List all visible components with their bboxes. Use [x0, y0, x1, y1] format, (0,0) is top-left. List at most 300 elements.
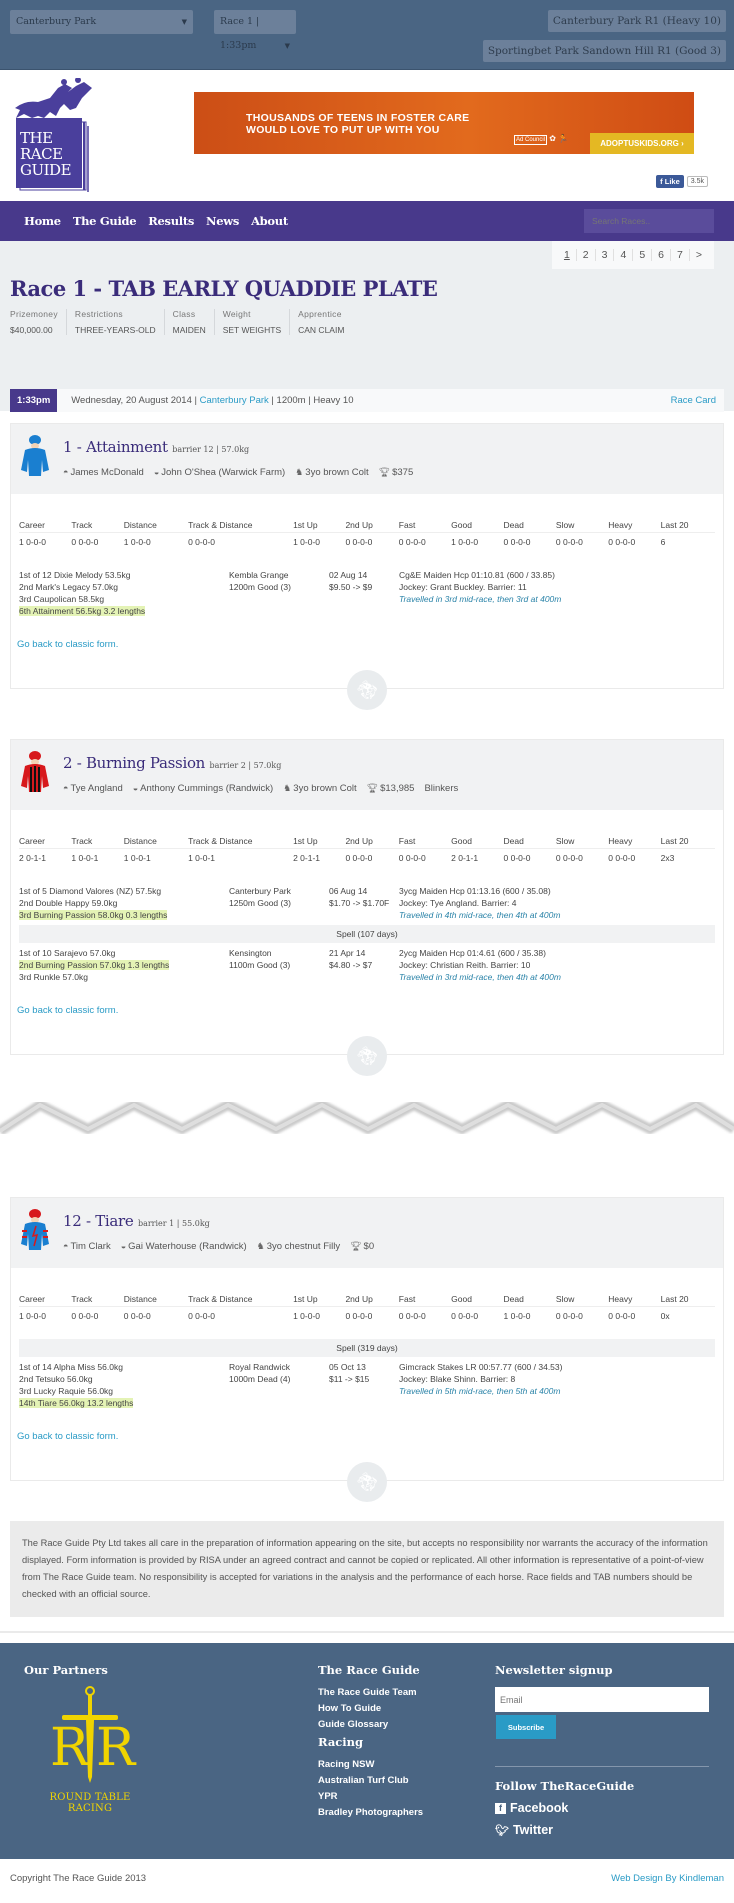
- facebook-like-button[interactable]: [656, 175, 684, 188]
- stat-header: Heavy: [608, 834, 660, 849]
- racing-title: Racing: [318, 1735, 364, 1749]
- race-detail: 3ycg Maiden Hcp 01:13.16 (600 / 35.08): [399, 886, 551, 896]
- horse-head-icon: ♞: [256, 1241, 265, 1251]
- subscribe-button[interactable]: Subscribe: [496, 1715, 556, 1739]
- placing-highlight: 14th Tiare 56.0kg 13.2 lengths: [19, 1398, 134, 1408]
- horse-name: [63, 438, 249, 456]
- race-distance: 1200m: [276, 395, 306, 406]
- spacer: [0, 411, 734, 423]
- spell-divider: Spell (319 days): [19, 1339, 715, 1357]
- stat-value: 1 0-0-0: [19, 537, 46, 547]
- meta-value: SET WEIGHTS: [222, 325, 282, 335]
- conditions: 1200m Good (3): [229, 582, 291, 592]
- horse-desc: 3yo brown Colt: [293, 783, 357, 794]
- horse-title: 12 - Tiare: [63, 1212, 134, 1230]
- stat-header: Fast: [399, 518, 451, 533]
- stat-value: 0 0-0-0: [188, 1311, 216, 1321]
- odds: $11 -> $15: [329, 1374, 370, 1384]
- footer-link-ypr[interactable]: YPR: [318, 1791, 338, 1802]
- prize: [367, 783, 415, 794]
- stat-value: 0 0-0-0: [555, 1311, 583, 1321]
- stat-value: 0 0-0-0: [451, 1311, 479, 1321]
- stat-value: 1 0-0-1: [71, 853, 99, 863]
- horse-barrier-weight: barrier 12 | 57.0kg: [172, 445, 250, 454]
- trophy-icon: 🏆︎: [350, 1241, 362, 1251]
- page-2[interactable]: 2: [577, 249, 596, 261]
- trainer-name: John O'Shea (Warwick Farm): [161, 467, 286, 478]
- stat-value: 1 0-0-0: [503, 1311, 531, 1321]
- stat-value: 0 0-0-0: [188, 537, 216, 547]
- race-date: Wednesday, 20 August 2014: [71, 395, 192, 406]
- race-select-value: Race 1 | 1:33pm: [220, 16, 260, 51]
- meta-weight: [214, 309, 289, 335]
- stats-row: [19, 1307, 715, 1324]
- stat-value: 1 0-0-0: [293, 537, 321, 547]
- stat-header: Last 20: [661, 1292, 715, 1307]
- venue: Kembla Grange: [229, 570, 289, 580]
- stat-value: 2 0-1-1: [19, 853, 46, 863]
- classic-form-link[interactable]: Go back to classic form.: [17, 1005, 119, 1016]
- logo-line-2: RACE: [20, 145, 63, 163]
- guide-title: The Race Guide: [318, 1663, 420, 1677]
- stat-header: Track & Distance: [188, 1292, 293, 1307]
- prize-value: $0: [363, 1241, 375, 1252]
- meta-label: Weight: [222, 309, 251, 319]
- ad-sponsor: Ad Council: [516, 137, 546, 143]
- svg-text:R: R: [50, 1718, 90, 1778]
- placing: 1st of 10 Sarajevo 57.0kg: [19, 948, 116, 958]
- stat-value: 0 0-0-0: [123, 1311, 151, 1321]
- stat-value: 1 0-0-1: [188, 853, 216, 863]
- horse-rider-badge-icon: 🏇︎: [347, 670, 387, 710]
- meta-label: Class: [172, 309, 196, 319]
- form-run: [19, 881, 715, 925]
- page-4[interactable]: 4: [614, 249, 633, 261]
- horse-desc: 3yo brown Colt: [305, 467, 369, 478]
- stat-value: 0 0-0-0: [608, 537, 636, 547]
- run-venue: [229, 947, 329, 983]
- run-jockey: Jockey: Tye Angland. Barrier: 4: [399, 898, 517, 908]
- stat-header: 2nd Up: [345, 834, 398, 849]
- conditions: 1100m Good (3): [229, 960, 291, 970]
- site-footer: [0, 1643, 734, 1859]
- run-note: Travelled in 4th mid-race, then 4th at 400m: [399, 910, 561, 920]
- horse-name: [63, 754, 281, 772]
- stat-value: 2 0-1-1: [293, 853, 321, 863]
- run-jockey: Jockey: Christian Reith. Barrier: 10: [399, 960, 531, 970]
- date: 21 Apr 14: [329, 948, 366, 958]
- run-date: [329, 1361, 399, 1409]
- trainer: [133, 783, 273, 794]
- date: 06 Aug 14: [329, 886, 368, 896]
- footer-link-glossary[interactable]: Guide Glossary: [318, 1719, 389, 1730]
- run-note: Travelled in 5th mid-race, then 5th at 400m: [399, 1386, 561, 1396]
- horse-barrier-weight: barrier 1 | 55.0kg: [137, 1219, 210, 1228]
- main-nav: [0, 201, 734, 241]
- stat-header: Career: [19, 1292, 71, 1307]
- logo-line-1: THE: [20, 129, 53, 147]
- gear-blinkers: Blinkers: [424, 783, 459, 794]
- chevron-down-icon: ▼: [181, 18, 187, 26]
- meta-label: Restrictions: [74, 309, 123, 319]
- trophy-icon: 🏆︎: [378, 467, 391, 477]
- footer-link-atc[interactable]: Australian Turf Club: [318, 1775, 409, 1786]
- conditions: 1250m Good (3): [229, 898, 291, 908]
- horse-stats: [19, 518, 715, 549]
- stat-header: 1st Up: [293, 518, 345, 533]
- stat-value: 0 0-0-0: [398, 1311, 426, 1321]
- stat-value: 0 0-0-0: [71, 537, 99, 547]
- page-7[interactable]: 7: [671, 249, 690, 261]
- trainer-cap-icon: ◒: [153, 467, 160, 477]
- logo-line-3: GUIDE: [20, 161, 72, 179]
- run-details: [399, 885, 715, 921]
- jockey-name: Tim Clark: [70, 1241, 111, 1252]
- stat-header: Career: [19, 834, 71, 849]
- meta-prizemoney: [10, 309, 66, 335]
- facebook-icon: f: [660, 177, 665, 186]
- placing: 2nd Double Happy 59.0kg: [19, 898, 118, 908]
- stat-value: 0 0-0-0: [71, 1311, 99, 1321]
- prize-value: $13,985: [380, 783, 415, 794]
- horse-head-icon: ♞: [295, 467, 304, 477]
- horse-description: [283, 783, 356, 794]
- footer-link-how-to[interactable]: How To Guide: [318, 1703, 382, 1714]
- horse-stats: [19, 1292, 715, 1323]
- meta-value: CAN CLAIM: [298, 325, 345, 335]
- stat-header: Last 20: [661, 834, 715, 849]
- stat-header: Track: [71, 518, 123, 533]
- horse-head-icon: ♞: [283, 783, 292, 793]
- stat-value: 0 0-0-0: [345, 537, 373, 547]
- email-input[interactable]: [495, 1687, 709, 1712]
- page-6[interactable]: 6: [652, 249, 671, 261]
- run-placings: [19, 569, 229, 617]
- ad-cta[interactable]: ADOPTUSKIDS.ORG ›: [590, 133, 694, 154]
- run-date: [329, 569, 399, 617]
- stat-header: Slow: [556, 834, 608, 849]
- run-venue: [229, 1361, 329, 1409]
- stat-header: Dead: [504, 834, 556, 849]
- stat-header: Good: [451, 518, 503, 533]
- race-title: Race 1 - TAB EARLY QUADDIE PLATE: [10, 276, 438, 301]
- placing-highlight: 3rd Burning Passion 58.0kg 0.3 lengths: [19, 910, 168, 920]
- stat-header: 1st Up: [293, 1292, 345, 1307]
- stat-header: Career: [19, 518, 71, 533]
- trainer-cap-icon: ◒: [132, 783, 139, 793]
- ad-line-2: WOULD LOVE TO PUT UP WITH YOU: [246, 124, 440, 136]
- meta-apprentice: [289, 309, 352, 335]
- stat-header: 2nd Up: [345, 518, 398, 533]
- stat-header: Good: [451, 834, 503, 849]
- race-venue-link[interactable]: Canterbury Park: [199, 395, 269, 406]
- run-venue: [229, 885, 329, 921]
- classic-form-link[interactable]: Go back to classic form.: [17, 1431, 119, 1442]
- horse-title: 1 - Attainment: [63, 438, 168, 456]
- placing: 2nd Mark's Legacy 57.0kg: [19, 582, 118, 592]
- horse-header: [11, 740, 723, 810]
- copyright-bar: [0, 1859, 734, 1903]
- meta-label: Prizemoney: [10, 309, 58, 319]
- placing: 1st of 14 Alpha Miss 56.0kg: [19, 1362, 123, 1372]
- jockey-silks-icon: [19, 750, 51, 794]
- stat-header: Slow: [556, 518, 608, 533]
- jockey-helmet-icon: ◓: [63, 1241, 69, 1251]
- stat-value: 1 0-0-1: [123, 853, 151, 863]
- placing-highlight: 6th Attainment 56.5kg 3.2 lengths: [19, 606, 146, 616]
- horse-info: [63, 1241, 374, 1252]
- zigzag-divider: [0, 1093, 734, 1153]
- stat-header: Heavy: [608, 518, 660, 533]
- footer-separator: [0, 1631, 734, 1643]
- odds: $4.80 -> $7: [329, 960, 373, 970]
- meta-label: Apprentice: [298, 309, 342, 319]
- stat-header: 2nd Up: [345, 1292, 398, 1307]
- race-detail: Gimcrack Stakes LR 00:57.77 (600 / 34.53): [399, 1362, 563, 1372]
- prize: [350, 1241, 374, 1252]
- stats-header-row: [19, 518, 715, 533]
- meta-value: $40,000.00: [10, 325, 53, 335]
- date: 02 Aug 14: [329, 570, 368, 580]
- jockey-helmet-icon: ◓: [63, 467, 69, 477]
- ad-banner[interactable]: [194, 92, 694, 154]
- page-next[interactable]: >: [695, 249, 702, 261]
- run-venue: [229, 569, 329, 617]
- partners-title: Our Partners: [24, 1663, 108, 1677]
- web-design-credit-link[interactable]: Web Design By Kindleman: [611, 1873, 724, 1884]
- page-3[interactable]: 3: [596, 249, 615, 261]
- horse-info: [63, 783, 458, 794]
- venue-select[interactable]: [10, 10, 193, 34]
- stat-header: Fast: [399, 834, 451, 849]
- prize-value: $375: [392, 467, 414, 478]
- stat-value: 2 0-1-1: [451, 853, 479, 863]
- stat-value: 0 0-0-0: [398, 537, 426, 547]
- horse-rider-badge-icon: 🏇︎: [347, 1462, 387, 1502]
- placing: 1st of 12 Dixie Melody 53.5kg: [19, 570, 131, 580]
- race-header: [0, 241, 734, 406]
- odds: $1.70 -> $1.70F: [329, 898, 390, 908]
- footer-link-racing-nsw[interactable]: Racing NSW: [318, 1759, 375, 1770]
- jockey-name: James McDonald: [70, 467, 144, 478]
- form-runs: [19, 565, 715, 621]
- stat-header: Slow: [556, 1292, 608, 1307]
- facebook-icon: f: [495, 1803, 506, 1814]
- jockey-name: Tye Angland: [70, 783, 123, 794]
- stat-header: Last 20: [661, 518, 715, 533]
- form-run: [19, 1357, 715, 1413]
- disclaimer: The Race Guide Pty Ltd takes all care in the preparation of information appearing on the site, but accepts no responsibility nor warrants the accuracy of the information displayed. Form information is provided by RISA under an agreed contract and cannot be copied or replicated. All other information is representative of a point-of-view from The Race Guide team. No responsibility is accepted for variations in the analysis and the performance of each horse. Race fields and TAB numbers should be checked with an official source.: [10, 1521, 724, 1617]
- run-placings: [19, 885, 229, 921]
- stat-value: 0 0-0-0: [608, 853, 636, 863]
- site-logo[interactable]: [10, 78, 100, 196]
- copyright-text: Copyright The Race Guide 2013: [10, 1873, 147, 1884]
- search-input[interactable]: [584, 209, 714, 233]
- run-details: [399, 947, 715, 983]
- ad-line-1: THOUSANDS OF TEENS IN FOSTER CARE: [246, 112, 470, 124]
- horse-info: [63, 467, 413, 478]
- run-jockey: Jockey: Blake Shinn. Barrier: 8: [399, 1374, 516, 1384]
- placing: 3rd Caupolican 58.5kg: [19, 594, 105, 604]
- trainer: [154, 467, 285, 478]
- stat-header: Heavy: [608, 1292, 660, 1307]
- nav-the-guide[interactable]: The Guide: [72, 214, 137, 228]
- nav-items: [24, 201, 288, 241]
- nav-home[interactable]: Home: [24, 214, 61, 228]
- race-select[interactable]: [214, 10, 296, 51]
- race-meta: [10, 309, 352, 335]
- horse-panel-tiare: [10, 1197, 724, 1492]
- placing: 2nd Tetsuko 56.0kg: [19, 1374, 93, 1384]
- facebook-link[interactable]: [495, 1801, 568, 1815]
- venue: Canterbury Park: [229, 886, 291, 896]
- stat-header: Good: [451, 1292, 503, 1307]
- horse-stats: [19, 834, 715, 865]
- runner-icon: 🏃: [558, 134, 569, 143]
- classic-form-link[interactable]: Go back to classic form.: [17, 639, 119, 650]
- site-header: [0, 70, 734, 201]
- stat-header: Fast: [399, 1292, 451, 1307]
- stat-header: Dead: [504, 518, 556, 533]
- nav-about[interactable]: About: [251, 214, 288, 228]
- stat-header: Track: [71, 834, 123, 849]
- stat-value: 0x: [660, 1311, 670, 1321]
- stat-value: 2x3: [660, 853, 675, 863]
- stats-table: [19, 518, 715, 549]
- stat-header: Dead: [504, 1292, 556, 1307]
- stat-value: 1 0-0-0: [293, 1311, 321, 1321]
- run-placings: [19, 947, 229, 983]
- stat-value: 1 0-0-0: [451, 537, 479, 547]
- round-table-racing-logo[interactable]: [30, 1685, 150, 1814]
- stats-table: [19, 1292, 715, 1323]
- stat-value: 0 0-0-0: [608, 1311, 636, 1321]
- race-info: Wednesday, 20 August 2014 | Canterbury Park | 1200m | Heavy 10: [71, 395, 354, 406]
- horse-description: [257, 1241, 340, 1252]
- stats-table: [19, 834, 715, 865]
- race-detail: Cg&E Maiden Hcp 01:10.81 (600 / 33.85): [399, 570, 555, 580]
- chevron-down-icon: ▼: [284, 42, 290, 50]
- twitter-icon: 🐦︎: [495, 1824, 509, 1837]
- stats-header-row: [19, 1292, 715, 1307]
- horse-header: [11, 424, 723, 494]
- stat-header: Track & Distance: [188, 518, 293, 533]
- run-date: [329, 947, 399, 983]
- race-pager: [552, 241, 714, 269]
- conditions: 1000m Dead (4): [229, 1374, 291, 1384]
- trainer-cap-icon: ◒: [120, 1241, 127, 1251]
- meta-value: THREE-YEARS-OLD: [74, 325, 156, 335]
- trainer-name: Gai Waterhouse (Randwick): [128, 1241, 247, 1252]
- run-note: Travelled in 3rd mid-race, then 4th at 400m: [399, 972, 561, 982]
- placing: 1st of 5 Diamond Valores (NZ) 57.5kg: [19, 886, 162, 896]
- horse-description: [295, 467, 368, 478]
- venue: Royal Randwick: [229, 1362, 290, 1372]
- horse-barrier-weight: barrier 2 | 57.0kg: [209, 761, 282, 770]
- run-details: [399, 1361, 715, 1409]
- facebook-like-count: 3.5k: [687, 176, 708, 187]
- placing: 3rd Runkle 57.0kg: [19, 972, 88, 982]
- page-1[interactable]: 1: [558, 249, 577, 261]
- facebook-like-widget[interactable]: [656, 175, 708, 188]
- prize: [379, 467, 414, 478]
- race-card-link[interactable]: Race Card: [670, 395, 716, 406]
- form-runs: [19, 1339, 715, 1413]
- nav-results[interactable]: Results: [148, 214, 195, 228]
- ad-text: [246, 112, 469, 136]
- follow-title: Follow TheRaceGuide: [495, 1779, 635, 1793]
- footer-link-bradley[interactable]: Bradley Photographers: [318, 1807, 424, 1818]
- sword-logo-icon: [30, 1685, 150, 1785]
- stats-row: [19, 533, 715, 550]
- stat-value: 0 0-0-0: [345, 1311, 373, 1321]
- odds: $9.50 -> $9: [329, 582, 373, 592]
- footer-link-team[interactable]: The Race Guide Team: [318, 1687, 417, 1698]
- race-time-badge: 1:33pm: [10, 389, 57, 412]
- form-runs: [19, 881, 715, 987]
- run-details: [399, 569, 715, 617]
- stat-header: Track: [71, 1292, 123, 1307]
- venue-select-value: Canterbury Park: [16, 16, 97, 27]
- twitter-label: Twitter: [512, 1823, 554, 1837]
- stat-value: 0 0-0-0: [398, 853, 426, 863]
- horse-header: [11, 1198, 723, 1268]
- twitter-link[interactable]: [495, 1823, 553, 1837]
- form-run: [19, 565, 715, 621]
- stat-value: 6: [660, 537, 666, 547]
- placing: 3rd Lucky Raquie 56.0kg: [19, 1386, 114, 1396]
- jockey: [63, 467, 144, 478]
- logo-text: [20, 130, 71, 178]
- eagle-icon: ✿: [549, 134, 559, 143]
- ad-council-logo: [514, 134, 568, 143]
- race-track-condition: Heavy 10: [313, 395, 354, 406]
- jockey: [63, 1241, 111, 1252]
- run-date: [329, 885, 399, 921]
- trophy-icon: 🏆︎: [366, 783, 379, 793]
- stat-value: 0 0-0-0: [555, 537, 583, 547]
- jockey-silks-icon: [19, 1208, 51, 1252]
- jockey-silks-icon: [19, 434, 51, 478]
- partner-name: ROUND TABLE RACING: [49, 1792, 131, 1814]
- run-note: Travelled in 3rd mid-race, then 3rd at 400m: [399, 594, 562, 604]
- stat-header: Track & Distance: [188, 834, 293, 849]
- form-run: [19, 943, 715, 987]
- stat-header: Distance: [124, 518, 188, 533]
- horse-rider-badge-icon: 🏇︎: [347, 1036, 387, 1076]
- stat-value: 0 0-0-0: [503, 537, 531, 547]
- stat-header: 1st Up: [293, 834, 345, 849]
- trainer-name: Anthony Cummings (Randwick): [140, 783, 274, 794]
- page-5[interactable]: 5: [633, 249, 652, 261]
- stat-value: 1 0-0-0: [19, 1311, 46, 1321]
- horse-panel-attainment: [10, 423, 724, 700]
- spell-divider: Spell (107 days): [19, 925, 715, 943]
- footer-divider: [495, 1766, 709, 1767]
- date: 05 Oct 13: [329, 1362, 366, 1372]
- stat-value: 1 0-0-0: [123, 537, 151, 547]
- facebook-like-label: Like: [664, 177, 680, 186]
- quick-link-canterbury[interactable]: Canterbury Park R1 (Heavy 10): [548, 10, 726, 32]
- quick-link-sandown[interactable]: Sportingbet Park Sandown Hill R1 (Good 3): [483, 40, 726, 62]
- trainer: [121, 1241, 247, 1252]
- stats-header-row: [19, 834, 715, 849]
- run-jockey: Jockey: Grant Buckley. Barrier: 11: [399, 582, 527, 592]
- horse-name: [63, 1212, 210, 1230]
- meta-value: MAIDEN: [172, 325, 206, 335]
- nav-news[interactable]: News: [206, 214, 240, 228]
- stat-value: 0 0-0-0: [503, 853, 531, 863]
